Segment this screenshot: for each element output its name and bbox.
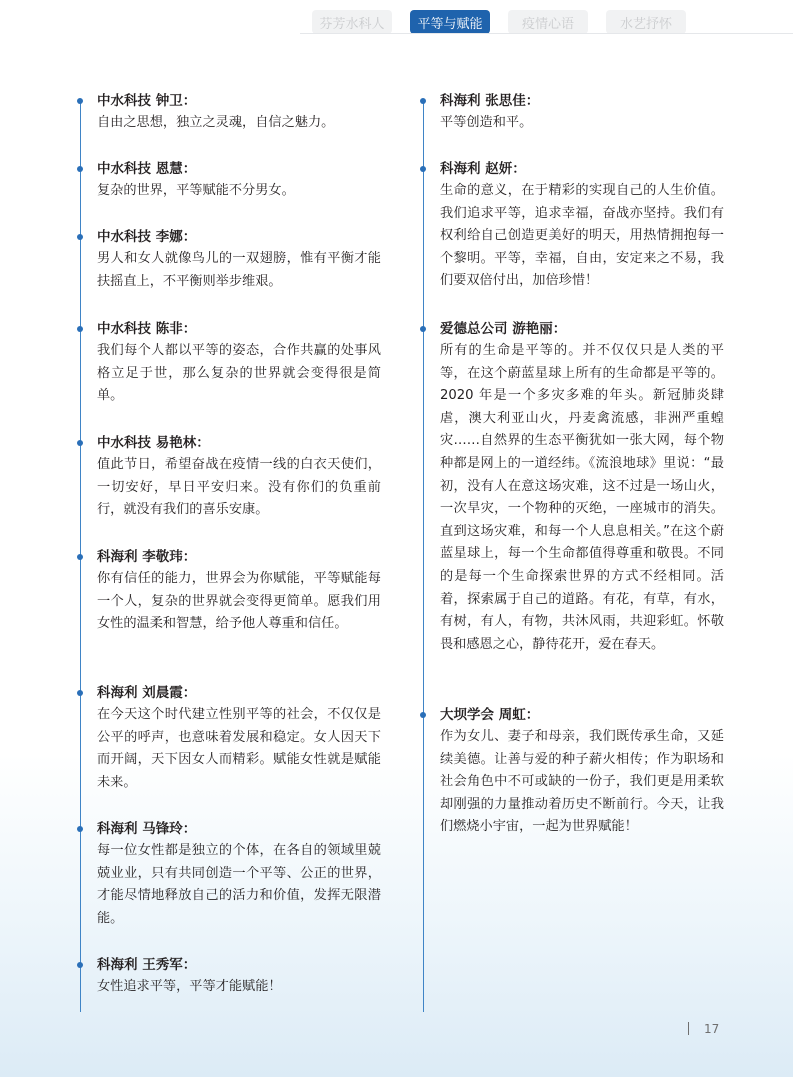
quote-author: 中水科技 易艳林： [97, 435, 210, 451]
timeline-line-right [423, 100, 424, 1012]
quote-text: 作为女儿、妻子和母亲，我们既传承生命，又延续美德。让善与爱的种子薪火相传；作为职场和社会角色中不可或缺的一份子，我们更是用柔软却刚强的力量推动着历史不断前行。今天，让我们燃烧小宇宙，一起为世界赋能！ [440, 729, 724, 835]
page-number-divider [688, 1022, 689, 1035]
quote-text: 女性追求平等，平等才能赋能！ [97, 979, 282, 994]
bullet-dot [77, 440, 83, 446]
quote-author: 中水科技 李娜： [97, 229, 197, 245]
tab-epidemic-thoughts[interactable]: 疫情心语 [508, 10, 588, 34]
tab-divider [300, 33, 793, 34]
quote-text: 所有的生命是平等的。并不仅仅只是人类的平等，在这个蔚蓝星球上所有的生命都是平等的。2020 年是一个多灾多难的年头。新冠肺炎肆虐，澳大利亚山火，丹麦禽流感，非洲严重蝗灾……自然界的生态平衡犹如一张大网，每个物种都是网上的一道经纬。《流浪地球》里说：“最初，没有人在意这场灾难，这不过是一场山火，一次旱灾，一个物种的灭绝，一座城市的消失。直到这场灾难，和每一个人息息相关。”在这个蔚蓝星球上，每一个生命都值得尊重和敬畏。不同的是每一个生命探索世界的方式不经相同。活着，探索属于自己的道路。有花，有草，有水，有树，有人，有物，共沐风雨，共迎彩虹。怀敬畏和感恩之心，静待花开，爱在春天。 [440, 343, 724, 652]
quote-text: 平等创造和平。 [440, 115, 533, 130]
quote-author: 科海利 刘晨霞： [97, 685, 197, 701]
quote-author: 中水科技 钟卫： [97, 93, 197, 109]
page-number: 17 [704, 1022, 720, 1036]
bullet-dot [420, 326, 426, 332]
quote-author: 科海利 赵妍： [440, 161, 526, 177]
quote-author: 科海利 马锋玲： [97, 821, 197, 837]
quote-text: 你有信任的能力，世界会为你赋能，平等赋能每一个人，复杂的世界就会变得更简单。愿我们用女性的温柔和智慧，给予他人尊重和信任。 [97, 571, 381, 632]
bullet-dot [77, 690, 83, 696]
quote-author: 科海利 王秀军： [97, 957, 197, 973]
quote-text: 复杂的世界，平等赋能不分男女。 [97, 183, 295, 198]
quote-author: 爱德总公司 游艳丽： [440, 321, 567, 337]
quote-author: 中水科技 陈非： [97, 321, 197, 337]
quote-text: 每一位女性都是独立的个体，在各自的领域里兢兢业业，只有共同创造一个平等、公正的世界，才能尽情地释放自己的活力和价值，发挥无限潜能。 [97, 843, 381, 926]
bullet-dot [420, 712, 426, 718]
section-tabs [312, 10, 704, 34]
quote-author: 科海利 张思佳： [440, 93, 540, 109]
quote-text: 生命的意义，在于精彩的实现自己的人生价值。我们追求平等，追求幸福，奋战亦坚持。我们有权利给自己创造更美好的明天，用热情拥抱每一个黎明。平等，幸福，自由，安定来之不易，我们要双倍付出，加倍珍惜！ [440, 183, 724, 289]
quote-text: 我们每个人都以平等的姿态，合作共赢的处事风格立足于世，那么复杂的世界就会变得很是简单。 [97, 343, 381, 404]
quote-author: 科海利 李敬玮： [97, 549, 197, 565]
bullet-dot [420, 98, 426, 104]
quote-text: 值此节日，希望奋战在疫情一线的白衣天使们，一切安好，早日平安归来。没有你们的负重前行，就没有我们的喜乐安康。 [97, 457, 381, 518]
bullet-dot [77, 166, 83, 172]
tab-equality-empowerment[interactable]: 平等与赋能 [410, 10, 490, 34]
quote-text: 自由之思想，独立之灵魂，自信之魅力。 [97, 115, 335, 130]
bullet-dot [77, 554, 83, 560]
quote-author: 大坝学会 周虹： [440, 707, 540, 723]
bullet-dot [77, 962, 83, 968]
quote-author: 中水科技 恩慧： [97, 161, 197, 177]
quote-text: 男人和女人就像鸟儿的一双翅膀，惟有平衡才能扶摇直上，不平衡则举步维艰。 [97, 251, 381, 289]
bullet-dot [77, 826, 83, 832]
tab-water-art[interactable]: 水艺抒怀 [606, 10, 686, 34]
bullet-dot [420, 166, 426, 172]
bullet-dot [77, 98, 83, 104]
bullet-dot [77, 326, 83, 332]
bullet-dot [77, 234, 83, 240]
quote-text: 在今天这个时代建立性别平等的社会，不仅仅是公平的呼声，也意味着发展和稳定。女人因天下而开阔，天下因女人而精彩。赋能女性就是赋能未来。 [97, 707, 381, 790]
tab-fragrant-water-people[interactable]: 芬芳水科人 [312, 10, 392, 34]
